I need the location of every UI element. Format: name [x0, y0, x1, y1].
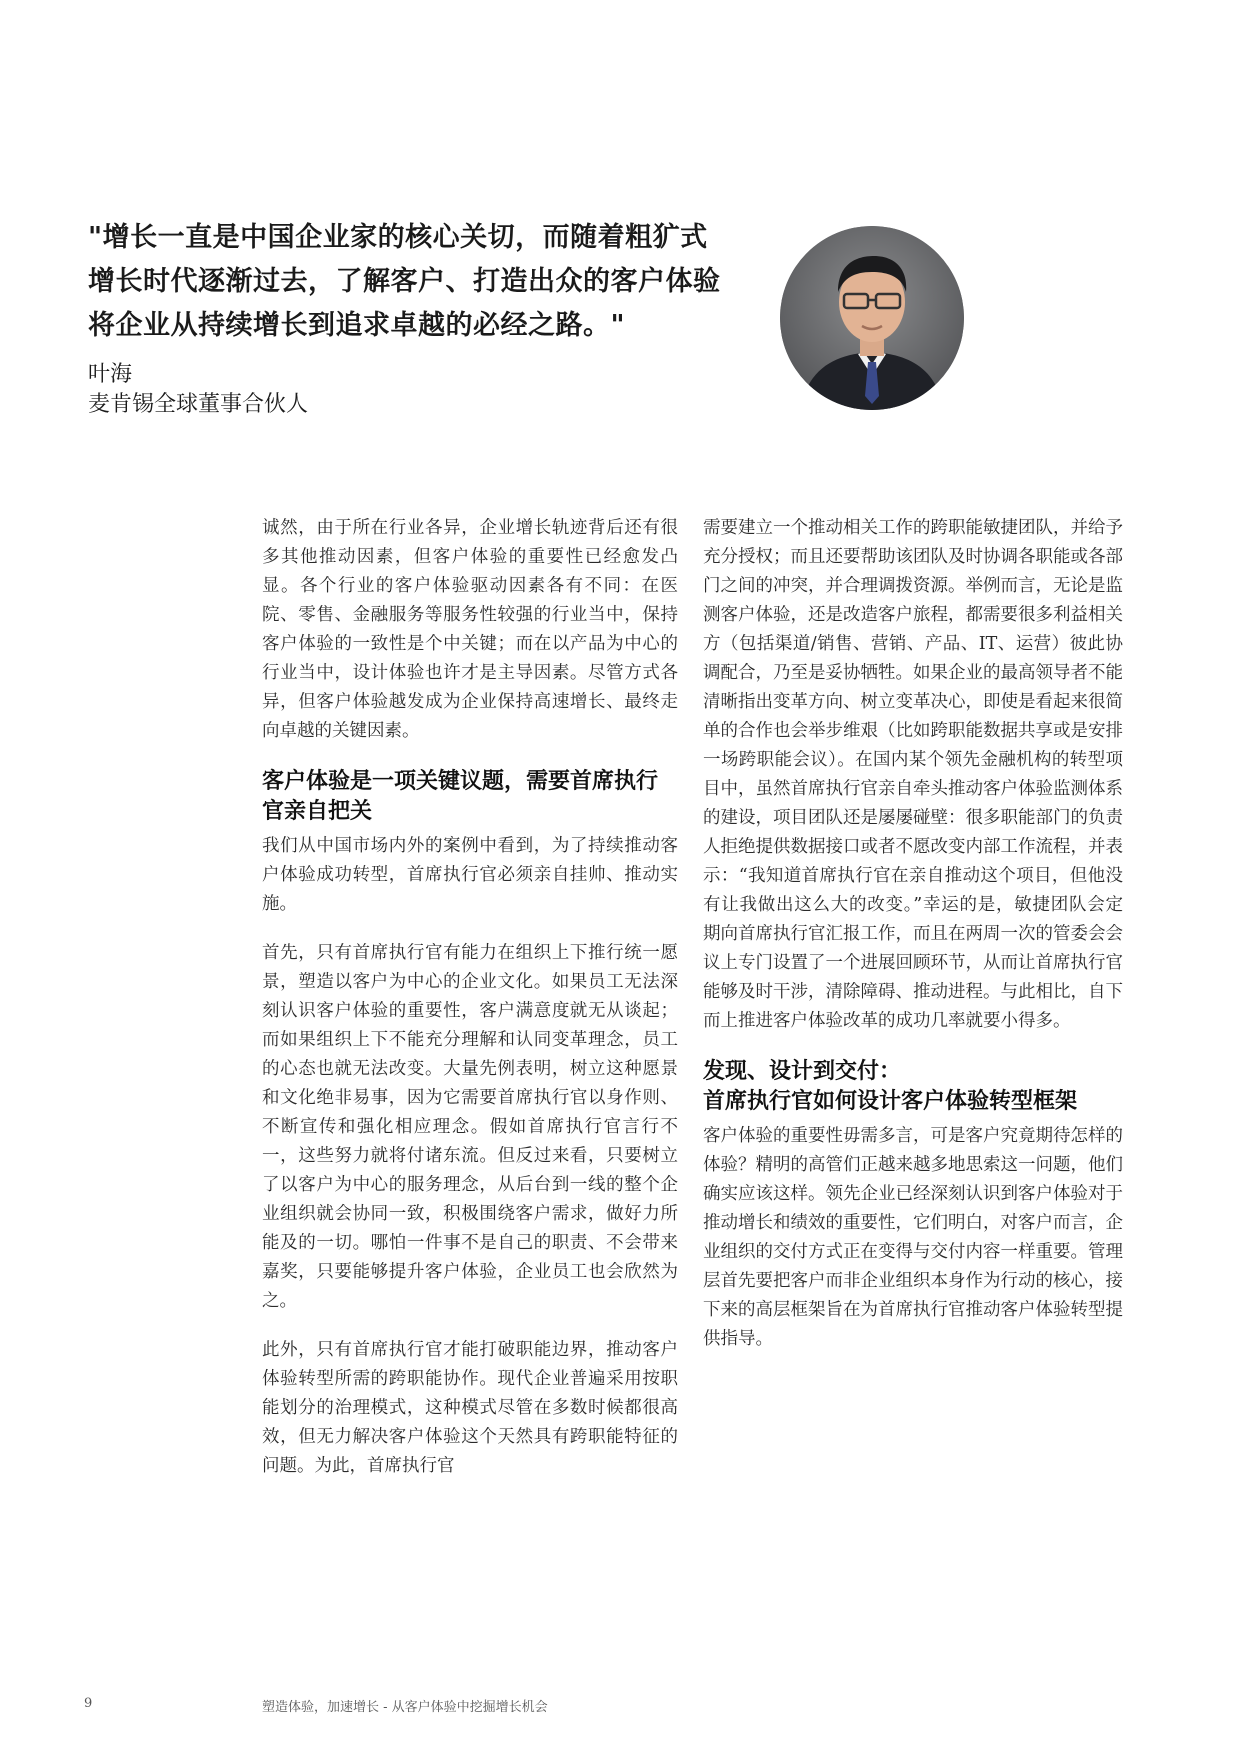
page-number: 9 [84, 1696, 93, 1711]
quote-text: "增长一直是中国企业家的核心关切，而随着粗犷式增长时代逐渐过去，了解客户、打造出众的客户体验将企业从持续增长到追求卓越的必经之路。" [88, 222, 721, 341]
left-column [262, 514, 678, 1501]
section-heading-line: 首席执行官如何设计客户体验转型框架 [703, 1088, 1078, 1114]
body-paragraph: 此外，只有首席执行官才能打破职能边界，推动客户体验转型所需的跨职能协作。现代企业普遍采用按职能划分的治理模式，这种模式尽管在多数时候都很高效，但无力解决客户体验这个天然具有跨职能特征的问题。为此，首席执行官 [262, 1340, 678, 1476]
quote-author-title: 麦肯锡全球董事合伙人 [88, 392, 309, 417]
body-paragraph: 诚然，由于所在行业各异，企业增长轨迹背后还有很多其他推动因素，但客户体验的重要性已经愈发凸显。各个行业的客户体验驱动因素各有不同：在医院、零售、金融服务等服务性较强的行业当中，保持客户体验的一致性是个中关键；而在以产品为中心的行业当中，设计体验也许才是主导因素。尽管方式各异，但客户体验越发成为企业保持高速增长、最终走向卓越的关键因素。 [262, 518, 678, 741]
body-paragraph: 需要建立一个推动相关工作的跨职能敏捷团队，并给予充分授权；而且还要帮助该团队及时协调各职能或各部门之间的冲突，并合理调拨资源。举例而言，无论是监测客户体验，还是改造客户旅程，都需要很多利益相关方（包括渠道/销售、营销、产品、IT、运营）彼此协调配合，乃至是妥协牺牲。如果企业的最高领导者不能清晰指出变革方向、树立变革决心，即使是看起来很简单的合作也会举步维艰（比如跨职能数据共享或是安排一场跨职能会议）。在国内某个领先金融机构的转型项目中，虽然首席执行官亲自牵头推动客户体验监测体系的建设，项目团队还是屡屡碰壁：很多职能部门的负责人拒绝提供数据接口或者不愿改变内部工作流程，并表示：“我知道首席执行官在亲自推动这个项目，但他没有让我做出这么大的改变。”幸运的是，敏捷团队会定期向首席执行官汇报工作，而且在两周一次的管委会会议上专门设置了一个进展回顾环节，从而让首席执行官能够及时干涉，清除障碍、推动进程。与此相比，自下而上推进客户体验改革的成功几率就要小得多。 [703, 518, 1123, 1031]
section-heading [703, 1056, 1123, 1116]
author-portrait [780, 226, 964, 410]
pull-quote [88, 216, 728, 420]
body-paragraph: 首先，只有首席执行官有能力在组织上下推行统一愿景，塑造以客户为中心的企业文化。如果员工无法深刻认识客户体验的重要性，客户满意度就无从谈起；而如果组织上下不能充分理解和认同变革理念，员工的心态也就无法改变。大量先例表明，树立这种愿景和文化绝非易事，因为它需要首席执行官以身作则、不断宣传和强化相应理念。假如首席执行官言行不一，这些努力就将付诸东流。但反过来看，只要树立了以客户为中心的服务理念，从后台到一线的整个企业组织就会协同一致，积极围绕客户需求，做好力所能及的一切。哪怕一件事不是自己的职责、不会带来嘉奖，只要能够提升客户体验，企业员工也会欣然为之。 [262, 943, 678, 1311]
body-paragraph: 客户体验的重要性毋需多言，可是客户究竟期待怎样的体验？精明的高管们正越来越多地思索这一问题，他们确实应该这样。领先企业已经深刻认识到客户体验对于推动增长和绩效的重要性，它们明白，对客户而言，企业组织的交付方式正在变得与交付内容一样重要。管理层首先要把客户而非企业组织本身作为行动的核心，接下来的高层框架旨在为首席执行官推动客户体验转型提供指导。 [703, 1126, 1123, 1349]
section-heading: 客户体验是一项关键议题，需要首席执行官亲自把关 [262, 768, 659, 824]
section-heading-line: 发现、设计到交付： [703, 1058, 902, 1084]
quote-author-name: 叶海 [88, 362, 133, 387]
right-column [703, 514, 1123, 1374]
author-portrait-illustration [780, 226, 964, 410]
body-paragraph: 我们从中国市场内外的案例中看到，为了持续推动客户体验成功转型，首席执行官必须亲自挂帅、推动实施。 [262, 836, 678, 914]
running-title: 塑造体验，加速增长 - 从客户体验中挖掘增长机会 [262, 1700, 548, 1715]
